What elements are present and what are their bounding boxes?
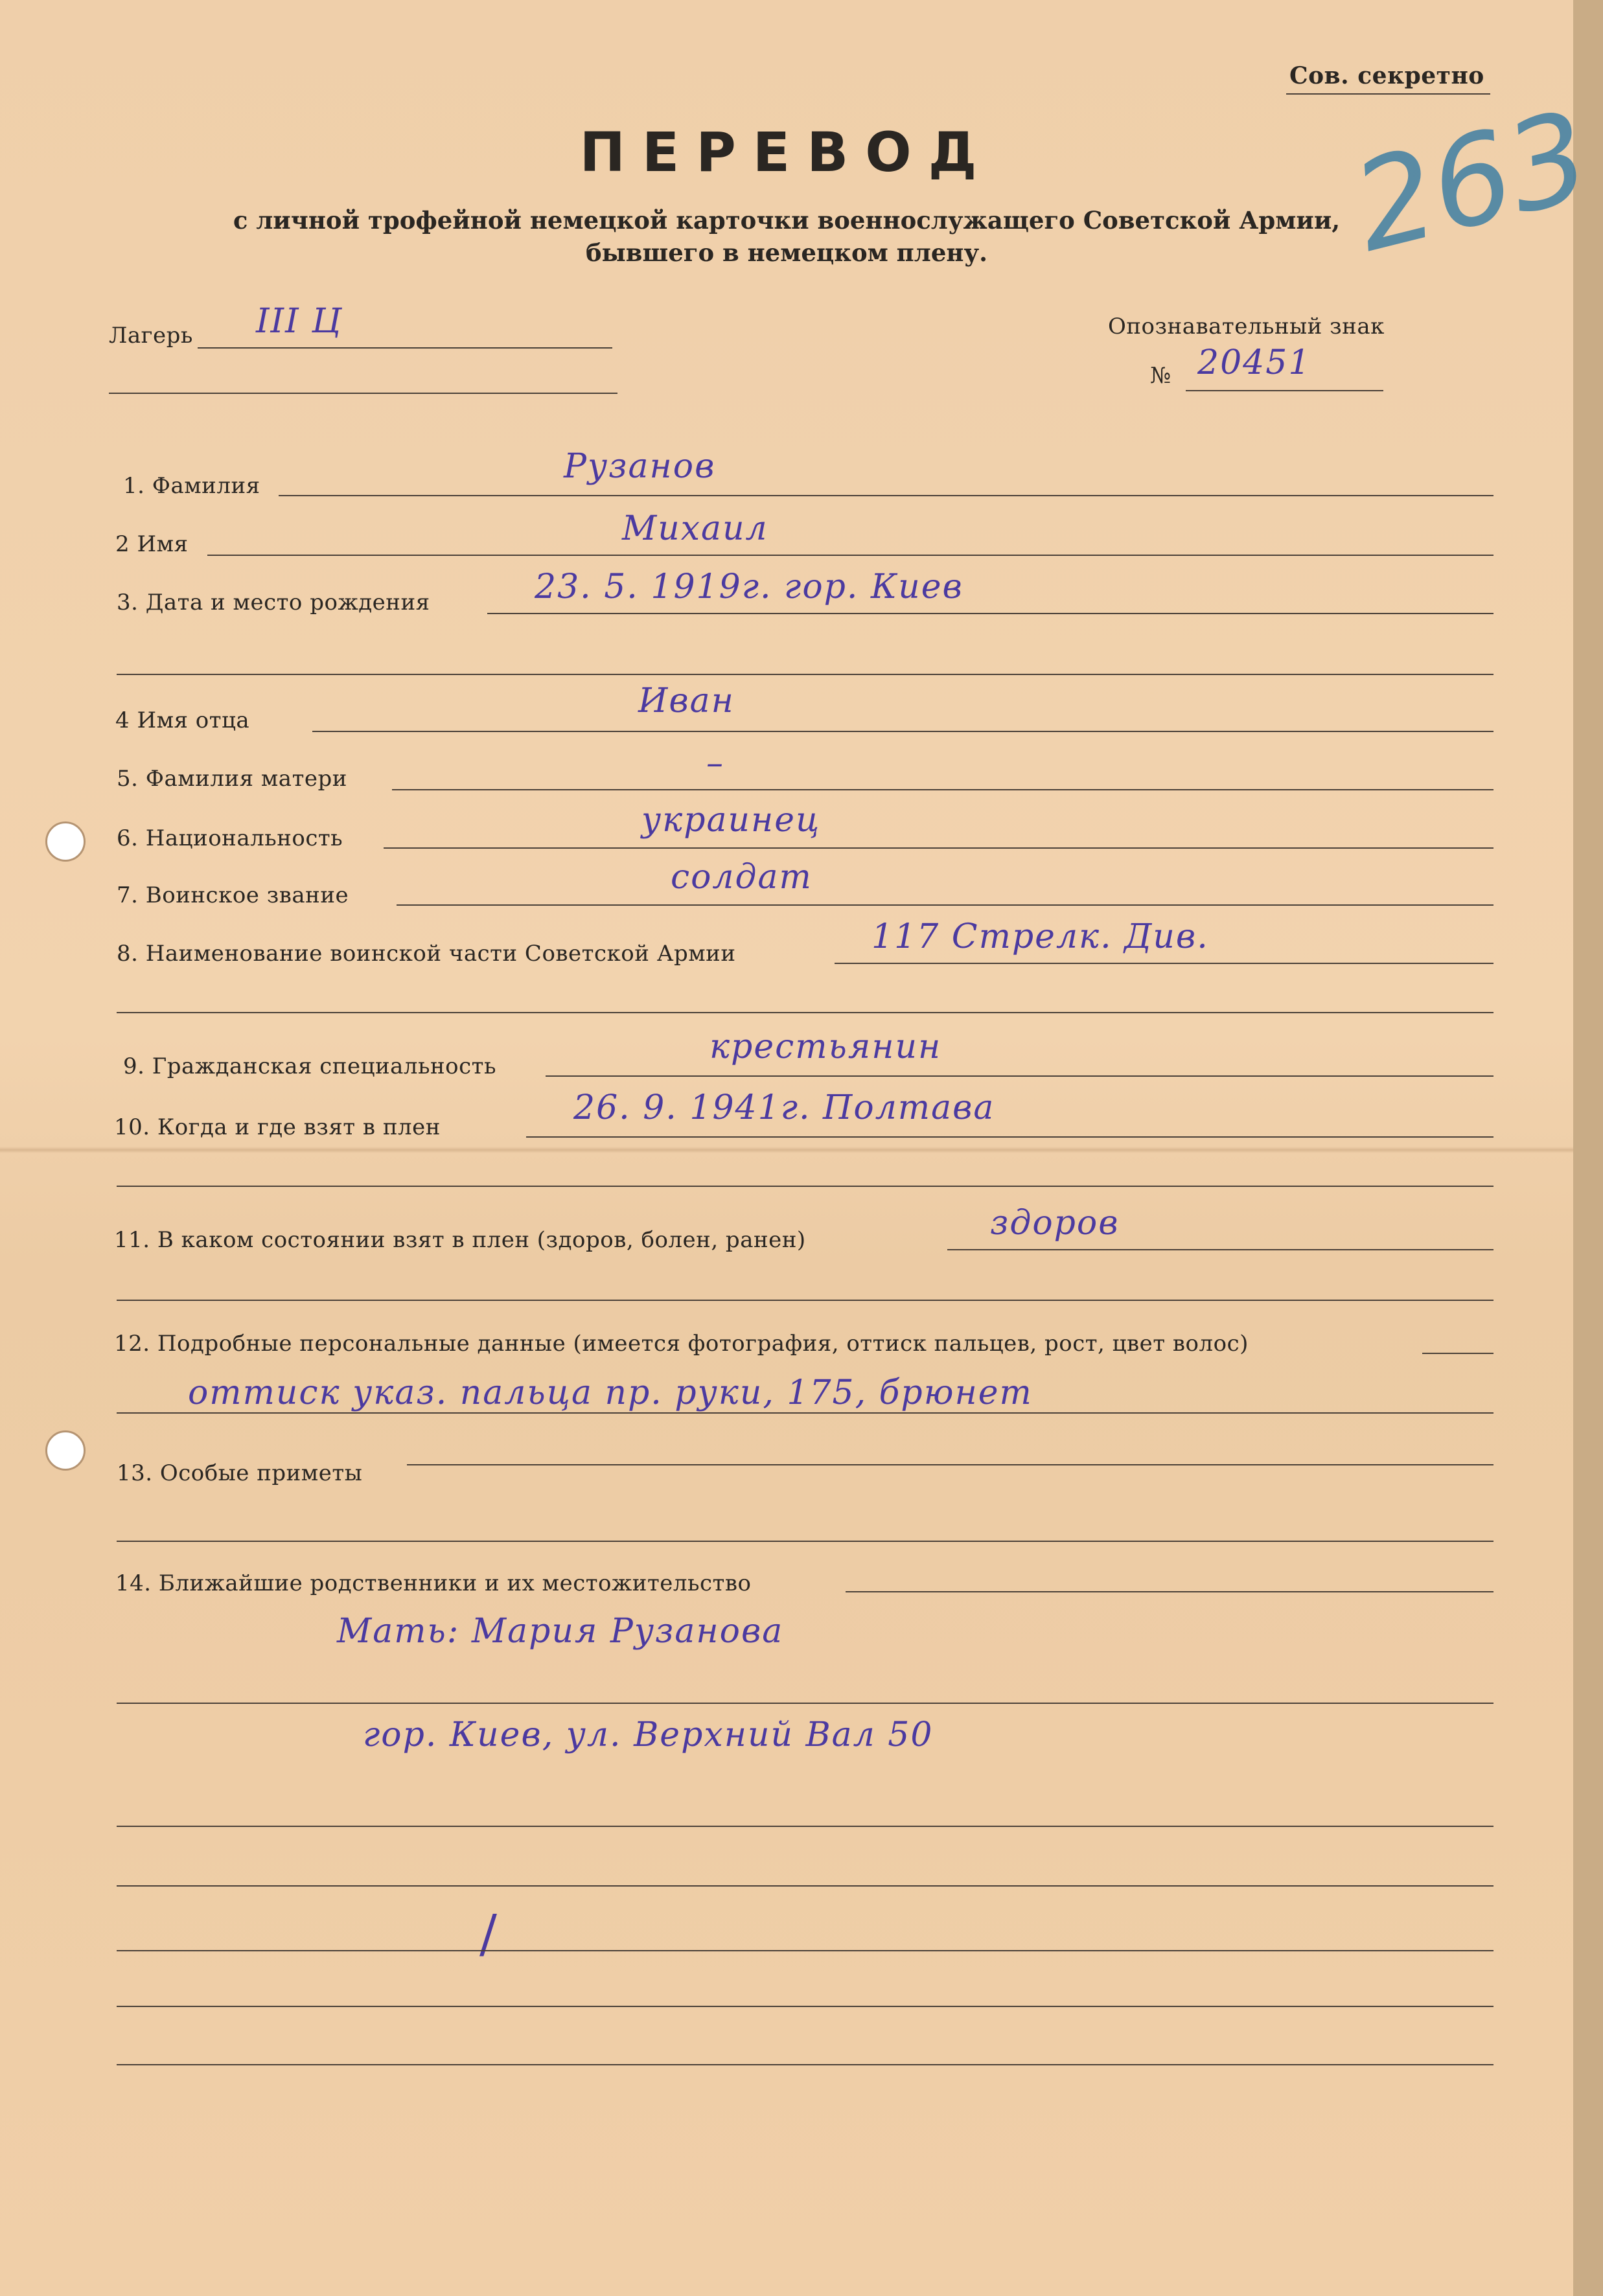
field-4-label: 4 Имя отца	[115, 707, 250, 733]
field-11-label: 11. В каком состоянии взят в плен (здоров, болен, ранен)	[114, 1227, 806, 1253]
field-4-line	[312, 731, 1493, 732]
field-10-line	[526, 1136, 1493, 1138]
field-2-line	[207, 555, 1493, 556]
field-12-label: 12. Подробные персональные данные (имеется фотография, оттиск пальцев, рост, цвет волос)	[114, 1331, 1249, 1357]
classification-underline	[1286, 93, 1490, 95]
handwritten-stamp-number: 263	[1340, 84, 1603, 280]
field-3-value: 23. 5. 1919г. гор. Киев	[535, 568, 963, 606]
field-3-line-2	[117, 674, 1493, 675]
id-tag-number-prefix: №	[1150, 363, 1171, 389]
field-14-line-6	[117, 2006, 1493, 2007]
field-14-line-7	[117, 2064, 1493, 2065]
field-2-label: 2 Имя	[115, 531, 189, 557]
field-7-line	[397, 904, 1493, 906]
field-14-line-5	[117, 1950, 1493, 1951]
field-6-label: 6. Национальность	[117, 825, 343, 851]
paper-fold	[0, 1147, 1573, 1153]
field-10-line-2	[117, 1186, 1493, 1187]
field-1-line	[279, 495, 1493, 496]
id-tag-label: Опознавательный знак	[1108, 314, 1385, 339]
field-5-label: 5. Фамилия матери	[117, 766, 347, 792]
field-14-line-2	[117, 1703, 1493, 1704]
field-10-value: 26. 9. 1941г. Полтава	[573, 1088, 995, 1127]
field-5-line	[392, 789, 1493, 790]
field-2-value: Михаил	[622, 509, 768, 548]
field-8-line-2	[117, 1012, 1493, 1013]
field-10-label: 10. Когда и где взят в плен	[114, 1114, 441, 1140]
field-13-label: 13. Особые приметы	[117, 1460, 363, 1486]
field-8-value: 117 Стрелк. Див.	[871, 917, 1209, 956]
field-3-label: 3. Дата и место рождения	[117, 590, 430, 615]
classification-mark: Сов. секретно	[1289, 62, 1484, 89]
field-13-line	[407, 1464, 1493, 1465]
field-12-value: оттиск указ. пальца пр. руки, 175, брюнет	[188, 1373, 1033, 1412]
field-14-line-4	[117, 1885, 1493, 1887]
field-14-label: 14. Ближайшие родственники и их местожительство	[115, 1570, 752, 1596]
field-8-line	[835, 963, 1493, 964]
field-14-pen-mark: /	[479, 1903, 498, 1964]
field-4-value: Иван	[638, 682, 735, 720]
id-tag-line	[1186, 390, 1383, 391]
subtitle-line-1: с личной трофейной немецкой карточки военнослужащего Советской Армии,	[233, 206, 1341, 235]
field-11-line	[947, 1249, 1493, 1250]
punch-hole-lower	[45, 1430, 86, 1471]
field-14-address: гор. Киев, ул. Верхний Вал 50	[363, 1716, 934, 1754]
field-13-line-2	[117, 1541, 1493, 1542]
field-12-line-2	[117, 1412, 1493, 1414]
field-14-line-3	[117, 1826, 1493, 1827]
field-5-value: –	[706, 744, 724, 783]
field-9-value: крестьянин	[709, 1027, 942, 1066]
field-7-label: 7. Воинское звание	[117, 882, 349, 908]
field-8-label: 8. Наименование воинской части Советской Армии	[117, 941, 736, 967]
subtitle-line-2: бывшего в немецком плену.	[585, 238, 988, 267]
field-6-value: украинец	[641, 801, 821, 840]
camp-line	[198, 347, 612, 349]
field-14-relative: Мать: Мария Рузанова	[337, 1612, 784, 1651]
field-9-label: 9. Гражданская специальность	[123, 1053, 496, 1079]
camp-value: III Ц	[256, 302, 343, 341]
field-6-line	[384, 847, 1493, 849]
punch-hole-upper	[45, 821, 86, 862]
field-9-line	[546, 1075, 1493, 1077]
camp-line-2	[109, 393, 617, 394]
field-1-label: 1. Фамилия	[123, 473, 260, 499]
field-3-line	[487, 613, 1493, 614]
field-11-value: здоров	[990, 1204, 1120, 1243]
document-title: ПЕРЕВОД	[579, 121, 994, 184]
field-11-line-2	[117, 1300, 1493, 1301]
field-7-value: солдат	[671, 858, 813, 897]
id-tag-value: 20451	[1197, 343, 1311, 382]
field-1-value: Рузанов	[564, 447, 716, 486]
field-14-line	[846, 1591, 1493, 1592]
camp-label: Лагерь	[109, 323, 193, 349]
field-12-line	[1422, 1353, 1493, 1354]
